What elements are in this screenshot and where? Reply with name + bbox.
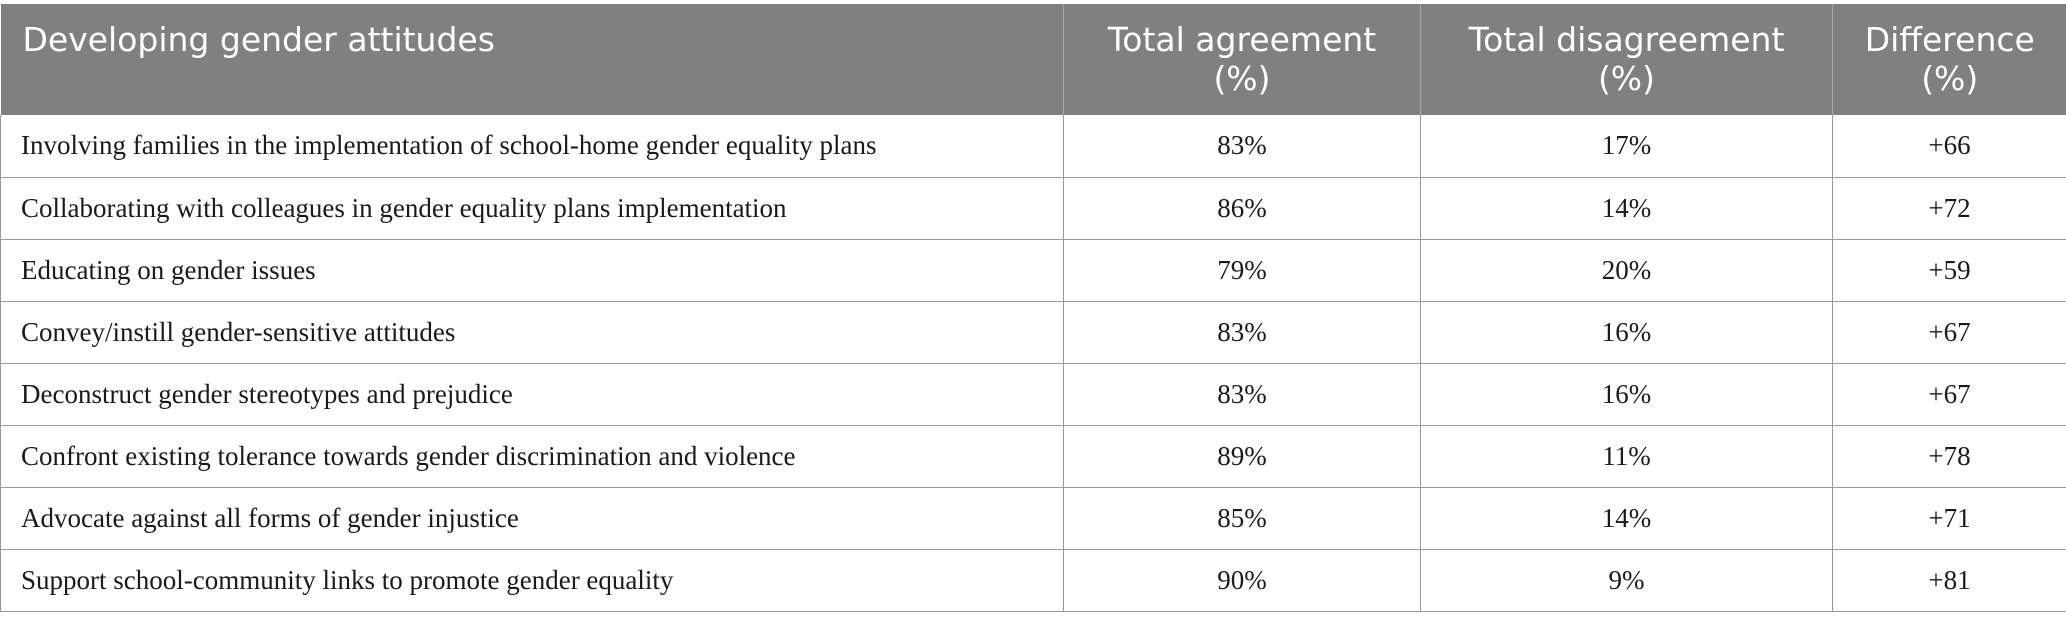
disagreement-cell: 11% (1421, 425, 1833, 487)
header-agreement-unit: (%) (1213, 59, 1271, 98)
difference-cell: +71 (1833, 487, 2066, 549)
agreement-cell: 85% (1064, 487, 1421, 549)
table-row (1, 115, 2066, 177)
difference-cell: +72 (1833, 177, 2066, 239)
header-disagreement-unit: (%) (1597, 59, 1656, 98)
table-header (1, 4, 2066, 115)
gender-attitudes-table (0, 4, 2066, 612)
table-row (1, 363, 2066, 425)
agreement-cell: 89% (1064, 425, 1421, 487)
header-disagreement-label: Total disagreement (1468, 20, 1785, 59)
table-row (1, 487, 2066, 549)
agreement-cell: 90% (1064, 549, 1421, 611)
difference-cell: +59 (1833, 239, 2066, 301)
disagreement-cell: 14% (1421, 487, 1833, 549)
disagreement-cell: 16% (1421, 363, 1833, 425)
header-total-agreement (1064, 4, 1421, 115)
table-body (1, 115, 2066, 611)
agreement-cell: 83% (1064, 301, 1421, 363)
row-label-cell: Deconstruct gender stereotypes and prejudice (1, 363, 1064, 425)
header-attitude-label: Developing gender attitudes (22, 20, 495, 59)
table-row (1, 301, 2066, 363)
agreement-cell: 86% (1064, 177, 1421, 239)
header-attitude (1, 4, 1064, 115)
table-row (1, 177, 2066, 239)
disagreement-cell: 17% (1421, 115, 1833, 177)
row-label-cell: Confront existing tolerance towards gender discrimination and violence (1, 425, 1064, 487)
header-agreement-label: Total agreement (1107, 20, 1377, 59)
row-label-cell: Collaborating with colleagues in gender equality plans implementation (1, 177, 1064, 239)
disagreement-cell: 14% (1421, 177, 1833, 239)
header-difference-label: Difference (1864, 20, 2035, 59)
agreement-cell: 79% (1064, 239, 1421, 301)
difference-cell: +78 (1833, 425, 2066, 487)
row-label-cell: Advocate against all forms of gender injustice (1, 487, 1064, 549)
agreement-cell: 83% (1064, 363, 1421, 425)
table-row (1, 239, 2066, 301)
agreement-cell: 83% (1064, 115, 1421, 177)
row-label-cell: Support school-community links to promote gender equality (1, 549, 1064, 611)
header-total-disagreement (1421, 4, 1833, 115)
disagreement-cell: 20% (1421, 239, 1833, 301)
disagreement-cell: 16% (1421, 301, 1833, 363)
disagreement-cell: 9% (1421, 549, 1833, 611)
table-row (1, 425, 2066, 487)
header-row (1, 4, 2066, 115)
gender-attitudes-table-container (0, 4, 2066, 612)
row-label-cell: Convey/instill gender-sensitive attitudes (1, 301, 1064, 363)
difference-cell: +66 (1833, 115, 2066, 177)
row-label-cell: Involving families in the implementation of school-home gender equality plans (1, 115, 1064, 177)
header-difference-unit: (%) (1921, 59, 1979, 98)
row-label-cell: Educating on gender issues (1, 239, 1064, 301)
difference-cell: +67 (1833, 301, 2066, 363)
difference-cell: +81 (1833, 549, 2066, 611)
table-row (1, 549, 2066, 611)
header-difference (1833, 4, 2066, 115)
difference-cell: +67 (1833, 363, 2066, 425)
